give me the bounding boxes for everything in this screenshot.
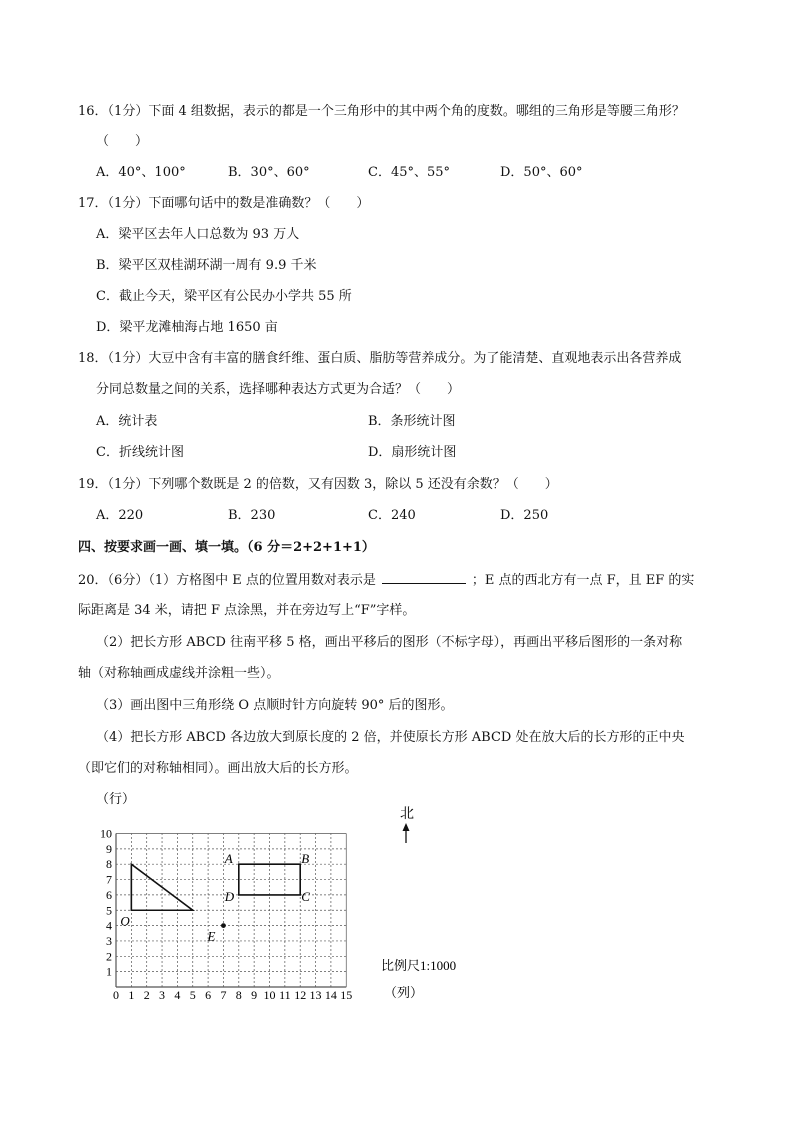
- q16-option-c: C．45°、55°: [368, 165, 451, 180]
- triangle-shape: [131, 864, 192, 910]
- q16-answer-paren: （ ）: [96, 134, 149, 149]
- col-axis-unit: （列）: [384, 985, 424, 1000]
- q16-stem: 16．（1分）下面 4 组数据，表示的都是一个三角形中的其中两个角的度数。哪组的三角形是等腰三角形？: [78, 104, 685, 119]
- label-e: E: [207, 928, 216, 944]
- x-tick-label: 12: [294, 988, 307, 1002]
- q16-option-a: A．40°、100°: [96, 165, 186, 180]
- x-tick-label: 2: [143, 988, 150, 1002]
- y-tick-label: 4: [106, 918, 112, 933]
- q18-option-c: C．折线统计图: [96, 445, 184, 460]
- label-c: C: [301, 888, 310, 904]
- q16-option-d: D．50°、60°: [500, 165, 583, 180]
- x-tick-label: 1: [128, 988, 135, 1002]
- q19-option-d: D．250: [500, 508, 549, 523]
- q17-option-a: A．梁平区去年人口总数为 93 万人: [96, 227, 300, 242]
- q20-part4-line2: （即它们的对称轴相同）。画出放大后的长方形。: [78, 761, 358, 776]
- x-tick-label: 7: [220, 988, 227, 1002]
- q20-part1-text-b: ；E 点的西北方有一点 F，且 EF 的实: [471, 573, 695, 588]
- point-e: [221, 923, 226, 928]
- q20-part2-line2: 轴（对称轴画成虚线并涂粗一些）。: [78, 666, 280, 681]
- q20-part1-text-a: 20．（6分）（1）方格图中 E 点的位置用数对表示是: [78, 573, 376, 588]
- x-tick-label: 9: [251, 988, 258, 1002]
- x-tick-label: 3: [159, 988, 166, 1002]
- scale-label: 比例尺1:1000: [381, 958, 457, 973]
- y-tick-label: 10: [100, 826, 112, 841]
- q19-option-b: B．230: [228, 508, 276, 523]
- q18-option-a: A．统计表: [96, 414, 158, 429]
- label-a: A: [224, 851, 233, 867]
- y-tick-label: 1: [106, 964, 112, 979]
- x-tick-label: 14: [324, 988, 337, 1002]
- q20-part4-line1: （4）把长方形 ABCD 各边放大到原长度的 2 倍，并使原长方形 ABCD 处在放大后的长方形的正中央: [96, 730, 685, 745]
- q17-stem: 17．（1分）下面哪句话中的数是准确数？（ ）: [78, 196, 370, 211]
- x-tick-label: 6: [205, 988, 212, 1002]
- x-tick-label: 8: [235, 988, 242, 1002]
- x-tick-label: 13: [309, 988, 322, 1002]
- x-tick-label: 5: [189, 988, 196, 1002]
- label-o: O: [120, 913, 130, 929]
- x-tick-label: 15: [340, 988, 353, 1002]
- y-tick-label: 8: [106, 857, 112, 872]
- y-tick-label: 3: [106, 933, 112, 948]
- section-4-title: 四、按要求画一画、填一填。（6 分＝2+2+1+1）: [78, 540, 375, 555]
- q18-stem-line1: 18．（1分）大豆中含有丰富的膳食纤维、蛋白质、脂肪等营养成分。为了能清楚、直观地表示出各营养成: [78, 351, 682, 366]
- x-tick-label: 10: [263, 988, 276, 1002]
- q17-option-d: D．梁平龙滩柚海占地 1650 亩: [96, 320, 278, 335]
- q18-stem-line2: 分同总数量之间的关系，选择哪种表达方式更为合适？（ ）: [96, 382, 461, 397]
- q18-option-d: D．扇形统计图: [368, 445, 457, 460]
- label-b: B: [301, 851, 310, 867]
- q20-part1-line2: 际距离是 34 米，请把 F 点涂黑，并在旁边写上“F”字样。: [78, 603, 416, 618]
- x-tick-label: 11: [279, 988, 291, 1002]
- q20-part3: （3）画出图中三角形绕 O 点顺时针方向旋转 90° 后的图形。: [96, 698, 454, 713]
- y-tick-label: 7: [106, 872, 112, 887]
- label-d: D: [224, 888, 235, 904]
- q19-stem: 19．（1分）下列哪个数既是 2 的倍数，又有因数 3，除以 5 还没有余数？（ ）: [78, 477, 558, 492]
- north-arrow-icon: [403, 823, 410, 843]
- q17-option-c: C．截止今天，梁平区有公民办小学共 55 所: [96, 289, 352, 304]
- north-label: 北: [400, 806, 414, 822]
- q19-option-a: A．220: [96, 508, 144, 523]
- q18-option-b: B．条形统计图: [368, 414, 456, 429]
- y-tick-label: 6: [106, 887, 112, 902]
- row-axis-unit: （行）: [96, 791, 136, 806]
- q19-option-c: C．240: [368, 508, 416, 523]
- q16-option-b: B．30°、60°: [228, 165, 310, 180]
- x-tick-label: 4: [174, 988, 181, 1002]
- y-tick-label: 9: [106, 841, 112, 856]
- q17-option-b: B．梁平区双桂湖环湖一周有 9.9 千米: [96, 258, 317, 273]
- y-tick-label: 2: [106, 949, 112, 964]
- y-tick-label: 5: [106, 903, 112, 918]
- q20-part2-line1: （2）把长方形 ABCD 往南平移 5 格，画出平移后的图形（不标字母），再画出平移后图形的一条对称: [96, 635, 683, 650]
- x-tick-label: 0: [113, 988, 119, 1002]
